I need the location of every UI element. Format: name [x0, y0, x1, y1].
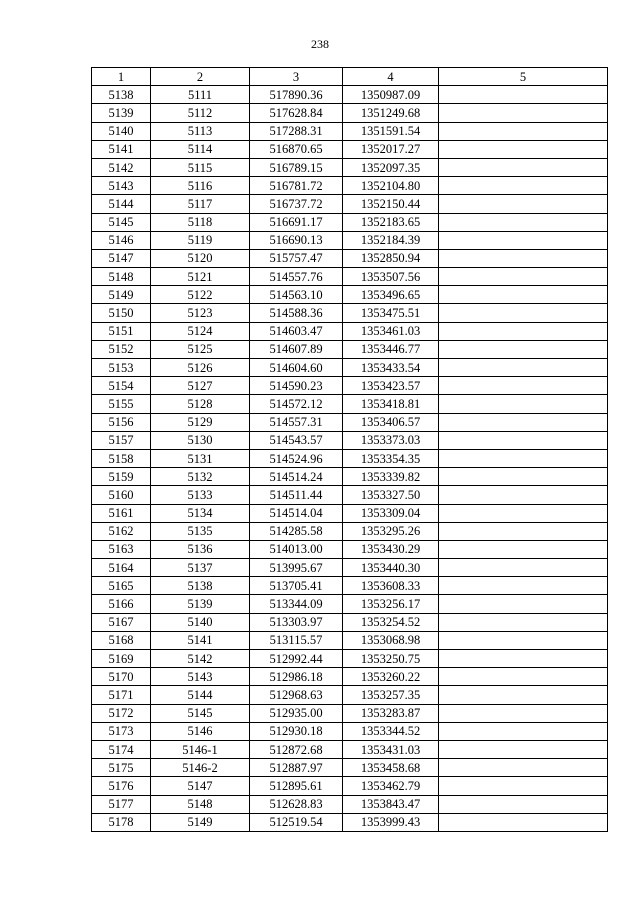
table-row — [92, 813, 608, 831]
table-cell-col-1: 5162 — [92, 522, 151, 540]
table-cell-col-3: 514588.36 — [250, 304, 343, 322]
table-cell-col-2: 5144 — [151, 686, 250, 704]
table-body — [92, 86, 608, 832]
table-cell-col-4: 1353843.47 — [343, 795, 439, 813]
table-row — [92, 686, 608, 704]
table-cell-col-4: 1352184.39 — [343, 231, 439, 249]
table-row — [92, 613, 608, 631]
table-row — [92, 468, 608, 486]
table-row — [92, 540, 608, 558]
table-cell-col-5 — [439, 686, 608, 704]
table-row — [92, 650, 608, 668]
table-cell-col-1: 5172 — [92, 704, 151, 722]
table-cell-col-3: 512887.97 — [250, 759, 343, 777]
table-cell-col-4: 1352850.94 — [343, 249, 439, 267]
table-cell-col-5 — [439, 395, 608, 413]
table-row — [92, 286, 608, 304]
table-row — [92, 304, 608, 322]
table-cell-col-1: 5163 — [92, 540, 151, 558]
table-cell-col-5 — [439, 613, 608, 631]
table-cell-col-3: 516690.13 — [250, 231, 343, 249]
table-cell-col-1: 5146 — [92, 231, 151, 249]
table-cell-col-2: 5146 — [151, 722, 250, 740]
table-cell-col-3: 515757.47 — [250, 249, 343, 267]
table-cell-col-4: 1353283.87 — [343, 704, 439, 722]
table-cell-col-4: 1353458.68 — [343, 759, 439, 777]
table-cell-col-5 — [439, 449, 608, 467]
table-cell-col-4: 1353999.43 — [343, 813, 439, 831]
table-cell-col-1: 5159 — [92, 468, 151, 486]
table-cell-col-3: 512992.44 — [250, 650, 343, 668]
table-row — [92, 522, 608, 540]
table-cell-col-1: 5174 — [92, 740, 151, 758]
table-cell-col-5 — [439, 577, 608, 595]
table-cell-col-5 — [439, 559, 608, 577]
table-cell-col-2: 5133 — [151, 486, 250, 504]
table-cell-col-5 — [439, 249, 608, 267]
table-cell-col-3: 516870.65 — [250, 140, 343, 158]
table-cell-col-3: 514557.31 — [250, 413, 343, 431]
column-header-2: 2 — [151, 68, 250, 86]
table-cell-col-5 — [439, 668, 608, 686]
table-cell-col-4: 1353309.04 — [343, 504, 439, 522]
table-cell-col-2: 5130 — [151, 431, 250, 449]
table-cell-col-1: 5157 — [92, 431, 151, 449]
table-cell-col-1: 5156 — [92, 413, 151, 431]
table-cell-col-3: 514572.12 — [250, 395, 343, 413]
table-cell-col-2: 5143 — [151, 668, 250, 686]
table-cell-col-2: 5124 — [151, 322, 250, 340]
table-cell-col-4: 1353327.50 — [343, 486, 439, 504]
table-cell-col-4: 1351249.68 — [343, 104, 439, 122]
table-row — [92, 122, 608, 140]
table-row — [92, 249, 608, 267]
table-cell-col-5 — [439, 231, 608, 249]
table-row — [92, 340, 608, 358]
table-cell-col-4: 1352097.35 — [343, 158, 439, 176]
table-row — [92, 431, 608, 449]
table-cell-col-3: 512628.83 — [250, 795, 343, 813]
table-cell-col-2: 5134 — [151, 504, 250, 522]
table-cell-col-1: 5165 — [92, 577, 151, 595]
table-cell-col-3: 514524.96 — [250, 449, 343, 467]
table-cell-col-2: 5115 — [151, 158, 250, 176]
table-cell-col-3: 514514.24 — [250, 468, 343, 486]
table-cell-col-3: 512519.54 — [250, 813, 343, 831]
table-cell-col-2: 5113 — [151, 122, 250, 140]
table-row — [92, 395, 608, 413]
table-cell-col-4: 1353461.03 — [343, 322, 439, 340]
table-cell-col-1: 5170 — [92, 668, 151, 686]
table-row — [92, 777, 608, 795]
table-cell-col-1: 5140 — [92, 122, 151, 140]
table-cell-col-1: 5145 — [92, 213, 151, 231]
table-cell-col-1: 5153 — [92, 359, 151, 377]
table-cell-col-1: 5167 — [92, 613, 151, 631]
table-row — [92, 413, 608, 431]
table-row — [92, 704, 608, 722]
table-cell-col-4: 1353418.81 — [343, 395, 439, 413]
table-cell-col-2: 5119 — [151, 231, 250, 249]
table-cell-col-4: 1352017.27 — [343, 140, 439, 158]
table-cell-col-3: 516691.17 — [250, 213, 343, 231]
table-cell-col-5 — [439, 377, 608, 395]
table-cell-col-3: 513344.09 — [250, 595, 343, 613]
table-cell-col-1: 5138 — [92, 86, 151, 104]
table-cell-col-2: 5118 — [151, 213, 250, 231]
table-cell-col-3: 514514.04 — [250, 504, 343, 522]
table-cell-col-2: 5138 — [151, 577, 250, 595]
table-row — [92, 631, 608, 649]
table-cell-col-1: 5142 — [92, 158, 151, 176]
table-cell-col-5 — [439, 195, 608, 213]
table-cell-col-3: 517890.36 — [250, 86, 343, 104]
table-cell-col-5 — [439, 104, 608, 122]
table-cell-col-5 — [439, 595, 608, 613]
table-cell-col-3: 514607.89 — [250, 340, 343, 358]
table-row — [92, 177, 608, 195]
header-row — [92, 68, 608, 86]
table-cell-col-3: 514543.57 — [250, 431, 343, 449]
table-cell-col-1: 5160 — [92, 486, 151, 504]
table-cell-col-2: 5146-2 — [151, 759, 250, 777]
table-cell-col-1: 5144 — [92, 195, 151, 213]
table-cell-col-3: 514511.44 — [250, 486, 343, 504]
table-row — [92, 231, 608, 249]
table-cell-col-2: 5114 — [151, 140, 250, 158]
table-cell-col-3: 514013.00 — [250, 540, 343, 558]
table-row — [92, 104, 608, 122]
table-cell-col-4: 1353339.82 — [343, 468, 439, 486]
table-cell-col-3: 512930.18 — [250, 722, 343, 740]
table-row — [92, 377, 608, 395]
table-cell-col-2: 5121 — [151, 268, 250, 286]
table-cell-col-2: 5136 — [151, 540, 250, 558]
table-cell-col-1: 5154 — [92, 377, 151, 395]
table-cell-col-3: 514604.60 — [250, 359, 343, 377]
table-cell-col-5 — [439, 740, 608, 758]
table-cell-col-1: 5176 — [92, 777, 151, 795]
table-cell-col-4: 1353068.98 — [343, 631, 439, 649]
table-cell-col-5 — [439, 413, 608, 431]
table-cell-col-2: 5126 — [151, 359, 250, 377]
table-cell-col-2: 5148 — [151, 795, 250, 813]
table-row — [92, 595, 608, 613]
table-cell-col-5 — [439, 268, 608, 286]
table-row — [92, 722, 608, 740]
table-cell-col-5 — [439, 322, 608, 340]
table-row — [92, 213, 608, 231]
table-cell-col-3: 517288.31 — [250, 122, 343, 140]
table-cell-col-3: 512986.18 — [250, 668, 343, 686]
table-cell-col-4: 1353354.35 — [343, 449, 439, 467]
table-cell-col-2: 5142 — [151, 650, 250, 668]
table-cell-col-4: 1353462.79 — [343, 777, 439, 795]
table-cell-col-5 — [439, 286, 608, 304]
column-header-5: 5 — [439, 68, 608, 86]
table-cell-col-2: 5146-1 — [151, 740, 250, 758]
table-cell-col-1: 5139 — [92, 104, 151, 122]
table-cell-col-1: 5173 — [92, 722, 151, 740]
table-cell-col-2: 5132 — [151, 468, 250, 486]
table-cell-col-2: 5111 — [151, 86, 250, 104]
table-cell-col-3: 514590.23 — [250, 377, 343, 395]
table-cell-col-5 — [439, 340, 608, 358]
table-cell-col-5 — [439, 359, 608, 377]
table-cell-col-4: 1353254.52 — [343, 613, 439, 631]
table-cell-col-1: 5178 — [92, 813, 151, 831]
table-cell-col-5 — [439, 813, 608, 831]
column-header-3: 3 — [250, 68, 343, 86]
table-cell-col-1: 5166 — [92, 595, 151, 613]
table-cell-col-5 — [439, 177, 608, 195]
table-row — [92, 158, 608, 176]
table-cell-col-4: 1353423.57 — [343, 377, 439, 395]
table-cell-col-1: 5158 — [92, 449, 151, 467]
table-cell-col-3: 512872.68 — [250, 740, 343, 758]
table-cell-col-3: 513995.67 — [250, 559, 343, 577]
table-cell-col-5 — [439, 795, 608, 813]
table-cell-col-3: 516737.72 — [250, 195, 343, 213]
table-cell-col-4: 1353344.52 — [343, 722, 439, 740]
table-row — [92, 759, 608, 777]
table-cell-col-3: 514603.47 — [250, 322, 343, 340]
table-cell-col-1: 5175 — [92, 759, 151, 777]
table-cell-col-2: 5129 — [151, 413, 250, 431]
table-cell-col-2: 5137 — [151, 559, 250, 577]
table-cell-col-5 — [439, 631, 608, 649]
table-cell-col-3: 512935.00 — [250, 704, 343, 722]
table-cell-col-5 — [439, 540, 608, 558]
table-cell-col-1: 5141 — [92, 140, 151, 158]
table-cell-col-3: 517628.84 — [250, 104, 343, 122]
table-row — [92, 504, 608, 522]
table-cell-col-4: 1353260.22 — [343, 668, 439, 686]
table-cell-col-4: 1353250.75 — [343, 650, 439, 668]
table-cell-col-1: 5177 — [92, 795, 151, 813]
table-cell-col-1: 5149 — [92, 286, 151, 304]
table-cell-col-4: 1350987.09 — [343, 86, 439, 104]
table-cell-col-1: 5155 — [92, 395, 151, 413]
table-cell-col-1: 5148 — [92, 268, 151, 286]
table-cell-col-5 — [439, 86, 608, 104]
coordinates-table — [91, 67, 608, 832]
table-cell-col-1: 5171 — [92, 686, 151, 704]
table-cell-col-5 — [439, 122, 608, 140]
table-cell-col-4: 1352183.65 — [343, 213, 439, 231]
table-cell-col-5 — [439, 704, 608, 722]
table-cell-col-4: 1353431.03 — [343, 740, 439, 758]
table-cell-col-2: 5147 — [151, 777, 250, 795]
table-cell-col-1: 5161 — [92, 504, 151, 522]
table-cell-col-2: 5131 — [151, 449, 250, 467]
table-cell-col-2: 5135 — [151, 522, 250, 540]
table-cell-col-4: 1353475.51 — [343, 304, 439, 322]
table-cell-col-3: 513705.41 — [250, 577, 343, 595]
table-cell-col-5 — [439, 650, 608, 668]
table-cell-col-2: 5141 — [151, 631, 250, 649]
table-cell-col-5 — [439, 759, 608, 777]
table-row — [92, 740, 608, 758]
table-cell-col-5 — [439, 486, 608, 504]
table-cell-col-4: 1353440.30 — [343, 559, 439, 577]
table-cell-col-1: 5150 — [92, 304, 151, 322]
table-cell-col-2: 5145 — [151, 704, 250, 722]
table-cell-col-4: 1353433.54 — [343, 359, 439, 377]
table-cell-col-3: 516781.72 — [250, 177, 343, 195]
table-cell-col-3: 512968.63 — [250, 686, 343, 704]
table-cell-col-4: 1353373.03 — [343, 431, 439, 449]
table-cell-col-1: 5152 — [92, 340, 151, 358]
table-cell-col-2: 5120 — [151, 249, 250, 267]
table-cell-col-2: 5127 — [151, 377, 250, 395]
table-row — [92, 449, 608, 467]
table-cell-col-1: 5147 — [92, 249, 151, 267]
table-cell-col-2: 5112 — [151, 104, 250, 122]
table-cell-col-3: 513115.57 — [250, 631, 343, 649]
table-row — [92, 359, 608, 377]
table-cell-col-4: 1353406.57 — [343, 413, 439, 431]
table-cell-col-4: 1353430.29 — [343, 540, 439, 558]
table-cell-col-2: 5123 — [151, 304, 250, 322]
table-cell-col-3: 516789.15 — [250, 158, 343, 176]
table-row — [92, 559, 608, 577]
table-cell-col-1: 5168 — [92, 631, 151, 649]
table-cell-col-1: 5151 — [92, 322, 151, 340]
table-cell-col-1: 5169 — [92, 650, 151, 668]
table-cell-col-2: 5117 — [151, 195, 250, 213]
table-cell-col-5 — [439, 140, 608, 158]
table-cell-col-1: 5143 — [92, 177, 151, 195]
table-cell-col-2: 5116 — [151, 177, 250, 195]
table-cell-col-3: 514557.76 — [250, 268, 343, 286]
table-cell-col-5 — [439, 504, 608, 522]
table-cell-col-3: 514285.58 — [250, 522, 343, 540]
table-cell-col-5 — [439, 722, 608, 740]
table-row — [92, 140, 608, 158]
table-cell-col-4: 1353507.56 — [343, 268, 439, 286]
table-row — [92, 486, 608, 504]
table-row — [92, 268, 608, 286]
table-cell-col-5 — [439, 777, 608, 795]
table-cell-col-4: 1352150.44 — [343, 195, 439, 213]
table-cell-col-3: 514563.10 — [250, 286, 343, 304]
table-cell-col-4: 1351591.54 — [343, 122, 439, 140]
page-number: 238 — [311, 37, 329, 51]
table-cell-col-1: 5164 — [92, 559, 151, 577]
table-cell-col-2: 5140 — [151, 613, 250, 631]
table-row — [92, 322, 608, 340]
table-cell-col-4: 1353257.35 — [343, 686, 439, 704]
table-cell-col-4: 1353256.17 — [343, 595, 439, 613]
table-cell-col-4: 1353608.33 — [343, 577, 439, 595]
table-cell-col-5 — [439, 522, 608, 540]
table-cell-col-3: 512895.61 — [250, 777, 343, 795]
table-row — [92, 195, 608, 213]
table-cell-col-4: 1352104.80 — [343, 177, 439, 195]
table-cell-col-5 — [439, 158, 608, 176]
table-row — [92, 795, 608, 813]
table-row — [92, 668, 608, 686]
table-cell-col-5 — [439, 431, 608, 449]
table-cell-col-2: 5122 — [151, 286, 250, 304]
table-cell-col-2: 5149 — [151, 813, 250, 831]
table-cell-col-4: 1353496.65 — [343, 286, 439, 304]
column-header-1: 1 — [92, 68, 151, 86]
table-cell-col-2: 5128 — [151, 395, 250, 413]
table-cell-col-5 — [439, 304, 608, 322]
table-cell-col-4: 1353295.26 — [343, 522, 439, 540]
table-cell-col-4: 1353446.77 — [343, 340, 439, 358]
table-cell-col-5 — [439, 213, 608, 231]
table-cell-col-2: 5125 — [151, 340, 250, 358]
column-header-4: 4 — [343, 68, 439, 86]
table-row — [92, 86, 608, 104]
table-cell-col-2: 5139 — [151, 595, 250, 613]
table-cell-col-3: 513303.97 — [250, 613, 343, 631]
table-row — [92, 577, 608, 595]
table-cell-col-5 — [439, 468, 608, 486]
